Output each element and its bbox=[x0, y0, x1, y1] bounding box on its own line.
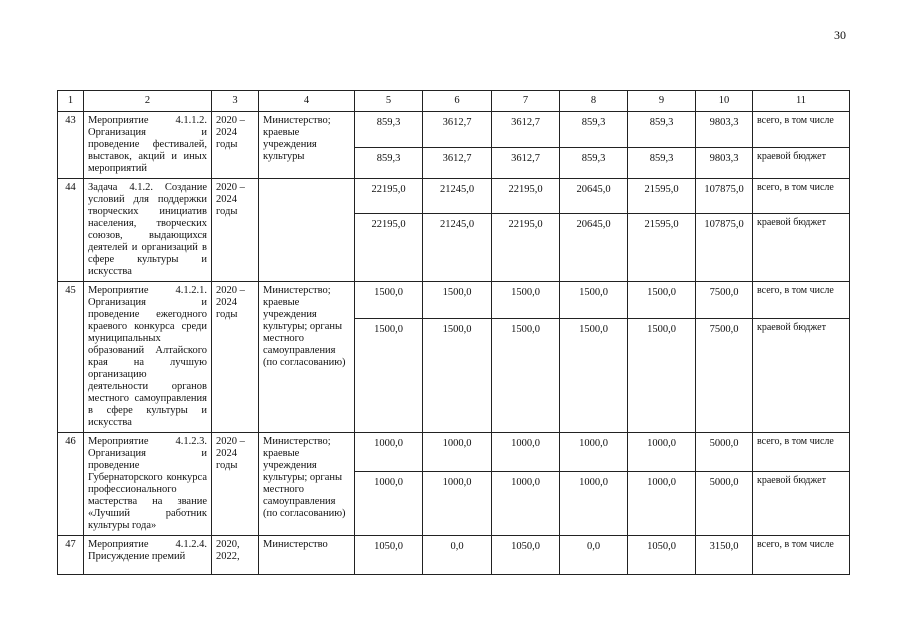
value-cell: 7500,0 bbox=[696, 282, 753, 319]
row-name: Мероприятие 4.1.2.3. Организация и проведение Губернаторского конкурса профессионального мастерства на звание «Лучший работник культуры года» bbox=[84, 433, 212, 536]
header-cell: 3 bbox=[212, 91, 259, 112]
header-cell: 10 bbox=[696, 91, 753, 112]
row-period: 2020 – 2024 годы bbox=[212, 282, 259, 433]
value-cell: 21595,0 bbox=[628, 179, 696, 214]
value-cell: 20645,0 bbox=[560, 179, 628, 214]
funding-source: всего, в том числе bbox=[753, 433, 850, 472]
value-cell: 1500,0 bbox=[560, 282, 628, 319]
row-period: 2020 – 2024 годы bbox=[212, 112, 259, 179]
funding-source: краевой бюджет bbox=[753, 214, 850, 282]
value-cell: 1050,0 bbox=[355, 536, 423, 575]
value-cell: 5000,0 bbox=[696, 433, 753, 472]
value-cell: 1000,0 bbox=[628, 433, 696, 472]
page-number: 30 bbox=[834, 28, 846, 42]
value-cell: 3612,7 bbox=[423, 147, 492, 178]
value-cell: 1500,0 bbox=[560, 318, 628, 432]
table-row bbox=[58, 179, 850, 214]
row-executor: Министерство; краевые учреждения культуры; органы местного самоуправления (по согласованию) bbox=[259, 433, 355, 536]
value-cell: 9803,3 bbox=[696, 147, 753, 178]
header-cell: 5 bbox=[355, 91, 423, 112]
value-cell: 1000,0 bbox=[560, 471, 628, 535]
row-period: 2020 – 2024 годы bbox=[212, 179, 259, 282]
value-cell: 1050,0 bbox=[628, 536, 696, 575]
row-executor: Министерство; краевые учреждения культуры; органы местного самоуправления (по согласованию) bbox=[259, 282, 355, 433]
value-cell: 5000,0 bbox=[696, 471, 753, 535]
value-cell: 21245,0 bbox=[423, 214, 492, 282]
funding-source: всего, в том числе bbox=[753, 179, 850, 214]
value-cell: 21595,0 bbox=[628, 214, 696, 282]
funding-source: всего, в том числе bbox=[753, 282, 850, 319]
value-cell: 859,3 bbox=[355, 147, 423, 178]
value-cell: 1000,0 bbox=[423, 471, 492, 535]
value-cell: 107875,0 bbox=[696, 179, 753, 214]
value-cell: 1500,0 bbox=[423, 318, 492, 432]
row-number: 43 bbox=[58, 112, 84, 179]
table-row bbox=[58, 433, 850, 472]
value-cell: 1000,0 bbox=[628, 471, 696, 535]
value-cell: 1500,0 bbox=[628, 282, 696, 319]
row-number: 44 bbox=[58, 179, 84, 282]
value-cell: 859,3 bbox=[628, 112, 696, 148]
value-cell: 1500,0 bbox=[628, 318, 696, 432]
value-cell: 1500,0 bbox=[423, 282, 492, 319]
header-cell: 2 bbox=[84, 91, 212, 112]
value-cell: 7500,0 bbox=[696, 318, 753, 432]
funding-source: краевой бюджет bbox=[753, 318, 850, 432]
value-cell: 1500,0 bbox=[492, 318, 560, 432]
value-cell: 20645,0 bbox=[560, 214, 628, 282]
value-cell: 859,3 bbox=[628, 147, 696, 178]
row-executor: Министерство; краевые учреждения культуры bbox=[259, 112, 355, 179]
value-cell: 3612,7 bbox=[423, 112, 492, 148]
row-name: Мероприятие 4.1.2.1. Организация и проведение ежегодного краевого конкурса среди муниципальных образований Алтайского края на лучшую организацию деятельности органов местного самоуправления в сфере культуры и искусства bbox=[84, 282, 212, 433]
funding-source: краевой бюджет bbox=[753, 147, 850, 178]
value-cell: 0,0 bbox=[423, 536, 492, 575]
table-header-row bbox=[58, 91, 850, 112]
value-cell: 1500,0 bbox=[492, 282, 560, 319]
funding-source: краевой бюджет bbox=[753, 471, 850, 535]
value-cell: 859,3 bbox=[355, 112, 423, 148]
value-cell: 0,0 bbox=[560, 536, 628, 575]
header-cell: 4 bbox=[259, 91, 355, 112]
value-cell: 1050,0 bbox=[492, 536, 560, 575]
value-cell: 22195,0 bbox=[492, 179, 560, 214]
value-cell: 3612,7 bbox=[492, 147, 560, 178]
row-name: Мероприятие 4.1.2.4. Присуждение премий bbox=[84, 536, 212, 575]
value-cell: 107875,0 bbox=[696, 214, 753, 282]
row-executor bbox=[259, 179, 355, 282]
value-cell: 1000,0 bbox=[492, 433, 560, 472]
header-cell: 8 bbox=[560, 91, 628, 112]
row-name: Задача 4.1.2. Создание условий для поддержки творческих инициатив населения, творческих союзов, выдающихся деятелей и организаций в сфере культуры и искусства bbox=[84, 179, 212, 282]
table-row bbox=[58, 282, 850, 319]
value-cell: 1500,0 bbox=[355, 318, 423, 432]
value-cell: 22195,0 bbox=[355, 179, 423, 214]
value-cell: 1000,0 bbox=[423, 433, 492, 472]
row-number: 45 bbox=[58, 282, 84, 433]
value-cell: 3150,0 bbox=[696, 536, 753, 575]
value-cell: 9803,3 bbox=[696, 112, 753, 148]
budget-table bbox=[57, 90, 850, 575]
header-cell: 9 bbox=[628, 91, 696, 112]
value-cell: 859,3 bbox=[560, 147, 628, 178]
value-cell: 3612,7 bbox=[492, 112, 560, 148]
header-cell: 7 bbox=[492, 91, 560, 112]
row-number: 47 bbox=[58, 536, 84, 575]
header-cell: 6 bbox=[423, 91, 492, 112]
value-cell: 1500,0 bbox=[355, 282, 423, 319]
row-name: Мероприятие 4.1.1.2. Организация и проведение фестивалей, выставок, акций и иных мероприятий bbox=[84, 112, 212, 179]
header-cell: 1 bbox=[58, 91, 84, 112]
value-cell: 1000,0 bbox=[492, 471, 560, 535]
value-cell: 859,3 bbox=[560, 112, 628, 148]
value-cell: 1000,0 bbox=[355, 471, 423, 535]
value-cell: 1000,0 bbox=[355, 433, 423, 472]
table-row bbox=[58, 112, 850, 148]
value-cell: 1000,0 bbox=[560, 433, 628, 472]
row-number: 46 bbox=[58, 433, 84, 536]
row-executor: Министерство bbox=[259, 536, 355, 575]
header-cell: 11 bbox=[753, 91, 850, 112]
value-cell: 21245,0 bbox=[423, 179, 492, 214]
value-cell: 22195,0 bbox=[492, 214, 560, 282]
value-cell: 22195,0 bbox=[355, 214, 423, 282]
row-period: 2020 – 2024 годы bbox=[212, 433, 259, 536]
funding-source: всего, в том числе bbox=[753, 112, 850, 148]
row-period: 2020, 2022, bbox=[212, 536, 259, 575]
table-row bbox=[58, 536, 850, 575]
funding-source: всего, в том числе bbox=[753, 536, 850, 575]
